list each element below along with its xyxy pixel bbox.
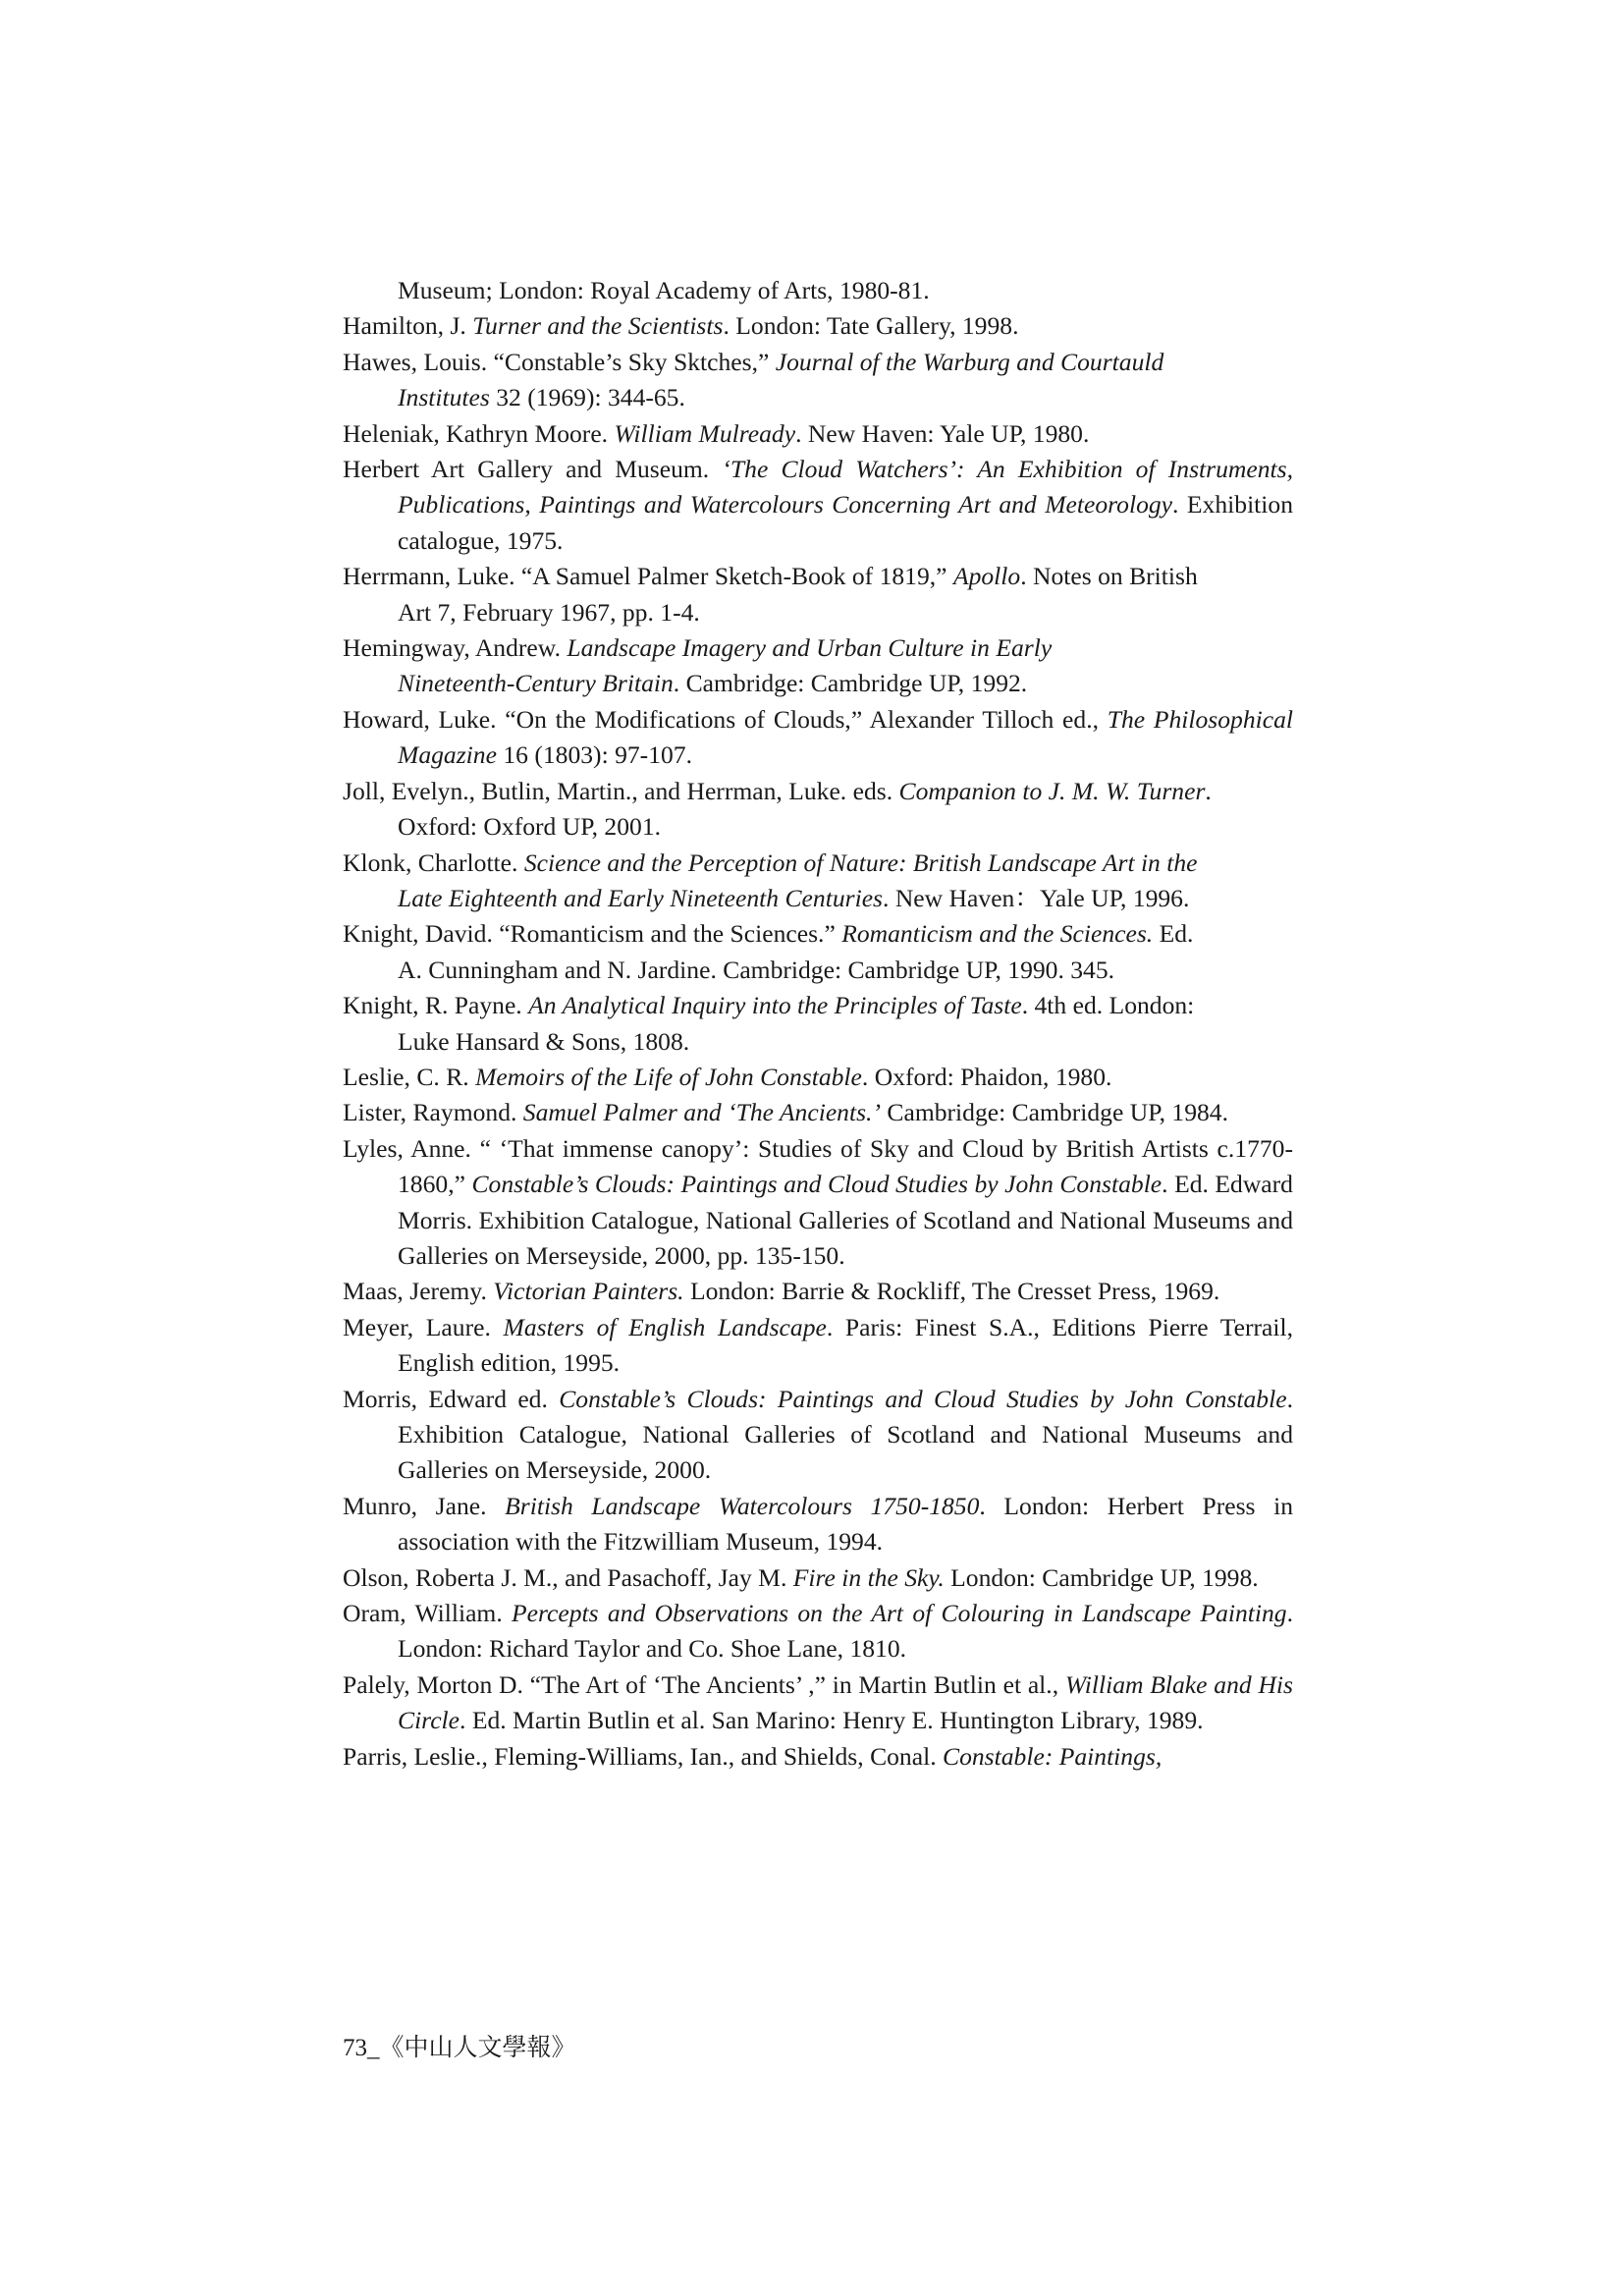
- title-text: Memoirs of the Life of John Constable: [475, 1062, 862, 1091]
- title-text: Percepts and Observations on the Art of Colouring in Landscape Painting: [512, 1599, 1287, 1628]
- citation-text: A. Cunningham and N. Jardine. Cambridge: Cambridge UP, 1990. 345.: [398, 955, 1115, 984]
- citation-text: Joll, Evelyn., Butlin, Martin., and Herrman, Luke. eds.: [343, 776, 899, 805]
- citation-text: . Oxford: Phaidon, 1980.: [861, 1062, 1112, 1091]
- citation-text: . New Haven：Yale UP, 1996.: [883, 883, 1190, 912]
- citation-text: Art 7, February 1967, pp. 1-4.: [398, 597, 700, 627]
- citation-text: . London: Tate Gallery, 1998.: [723, 311, 1019, 341]
- citation-text: . Ed. Martin Butlin et al. San Marino: Henry E. Huntington Library, 1989.: [460, 1706, 1204, 1735]
- entry-line: [398, 1024, 1293, 1060]
- entry-line: [398, 809, 1293, 845]
- citation-text: Hemingway, Andrew.: [343, 633, 568, 663]
- citation-text: Oxford: Oxford UP, 2001.: [398, 812, 662, 842]
- entry-line: [343, 988, 1293, 1023]
- title-text: Landscape Imagery and Urban Culture in Early: [567, 633, 1053, 663]
- title-text: Turner and the Scientists: [472, 311, 724, 341]
- title-text: Institutes: [398, 383, 490, 412]
- citation-text: . Notes on British: [1020, 562, 1198, 591]
- entry-line: [398, 595, 1293, 630]
- citation-text: . Cambridge: Cambridge UP, 1992.: [673, 669, 1028, 698]
- citation-text: Olson, Roberta J. M., and Pasachoff, Jay M.: [343, 1562, 793, 1592]
- title-text: Companion to J. M. W. Turner: [898, 776, 1206, 805]
- citation-text: . Exhibition Catalogue, National Galleries of Scotland and National Museums and Galleries on Merseyside, 2000.: [398, 1384, 1293, 1485]
- citation-text: Ed.: [1153, 919, 1194, 949]
- bibliography-entry: [343, 846, 1293, 917]
- citation-text: 16 (1803): 97-107.: [496, 740, 692, 770]
- citation-text: Leslie, C. R.: [343, 1062, 476, 1091]
- bibliography-entry: [343, 559, 1293, 630]
- title-text: Constable: Paintings,: [943, 1741, 1162, 1771]
- citation-text: Lister, Raymond.: [343, 1098, 523, 1127]
- bibliography-entry: [343, 1739, 1293, 1775]
- citation-text: 32 (1969): 344-65.: [489, 383, 685, 412]
- citation-text: Hamilton, J.: [343, 311, 473, 341]
- citation-text: Cambridge: Cambridge UP, 1984.: [880, 1098, 1228, 1127]
- bibliography-entry: [343, 774, 1293, 846]
- entry-line: [398, 666, 1293, 701]
- citation-text: . London: Herbert Press in association with the Fitzwilliam Museum, 1994.: [398, 1491, 1293, 1557]
- page-number: 73_: [343, 2035, 380, 2061]
- bibliography-entry: [343, 630, 1293, 702]
- bibliography-entry: [343, 345, 1293, 416]
- journal-title: 《中山人文學報》: [379, 2035, 576, 2061]
- bibliography-entry: [343, 452, 1293, 559]
- title-text: William Mulready: [614, 418, 796, 448]
- bibliography-entry: [343, 1274, 1293, 1309]
- title-text: Romanticism and the Sciences.: [841, 919, 1154, 949]
- citation-text: Museum; London: Royal Academy of Arts, 1980-81.: [398, 276, 930, 304]
- citation-text: . London: Richard Taylor and Co. Shoe Lane, 1810.: [398, 1599, 1293, 1664]
- bibliography-entry: [343, 916, 1293, 988]
- bibliography-entry: [343, 1560, 1293, 1596]
- citation-text: . New Haven: Yale UP, 1980.: [795, 418, 1090, 448]
- entry-line: [398, 380, 1293, 415]
- title-text: British Landscape Watercolours 1750-1850: [505, 1491, 980, 1520]
- citation-text: Morris, Edward ed.: [343, 1384, 560, 1413]
- title-text: Victorian Painters.: [493, 1277, 684, 1306]
- citation-text: Knight, David. “Romanticism and the Sciences.”: [343, 919, 842, 949]
- bibliography-entry: [343, 1382, 1293, 1489]
- citation-text: . 4th ed. London:: [1021, 991, 1195, 1020]
- bibliography-entry: [343, 416, 1293, 452]
- title-text: ‘The Cloud Watchers’: An Exhibition of Instruments, Publications, Paintings and Watercolours Concerning Art and Meteorology: [398, 455, 1294, 519]
- bibliography-entry: [343, 308, 1293, 344]
- entry-line: [343, 846, 1293, 881]
- title-text: Constable’s Clouds: Paintings and Cloud Studies by John Constable: [471, 1170, 1162, 1199]
- title-text: Nineteenth-Century Britain: [398, 669, 674, 698]
- citation-text: Munro, Jane.: [343, 1491, 506, 1520]
- citation-text: Herbert Art Gallery and Museum.: [343, 455, 723, 484]
- citation-text: Knight, R. Payne.: [343, 991, 529, 1020]
- bibliography-entry: [343, 988, 1293, 1060]
- citation-text: Klonk, Charlotte.: [343, 847, 524, 877]
- citation-text: London: Barrie & Rockliff, The Cresset Press, 1969.: [683, 1277, 1220, 1306]
- entry-line: [343, 630, 1293, 666]
- title-text: William Blake and His Circle: [398, 1669, 1293, 1735]
- title-text: The Philosophical Magazine: [398, 704, 1293, 770]
- entry-line: [343, 916, 1293, 952]
- title-text: Late Eighteenth and Early Nineteenth Centuries: [398, 883, 884, 912]
- citation-text: London: Cambridge UP, 1998.: [944, 1562, 1259, 1592]
- title-text: Fire in the Sky.: [792, 1562, 945, 1592]
- bibliography-entry: [343, 273, 1293, 308]
- citation-text: Parris, Leslie., Fleming-Williams, Ian., and Shields, Conal.: [343, 1741, 944, 1771]
- page-footer: [343, 2031, 576, 2066]
- bibliography-entry: [343, 1667, 1293, 1739]
- citation-text: Heleniak, Kathryn Moore.: [343, 418, 615, 448]
- bibliography-entry: [343, 1489, 1293, 1560]
- citation-text: . Ed. Edward Morris. Exhibition Catalogue, National Galleries of Scotland and National Museums and Galleries on Merseyside, 2000, pp. 135-150.: [398, 1170, 1293, 1270]
- citation-text: Herrmann, Luke. “A Samuel Palmer Sketch-Book of 1819,”: [343, 562, 953, 591]
- citation-text: Howard, Luke. “On the Modifications of Clouds,” Alexander Tilloch ed.,: [343, 704, 1108, 734]
- citation-text: . Paris: Finest S.A., Editions Pierre Terrail, English edition, 1995.: [398, 1312, 1293, 1378]
- entry-line: [398, 881, 1293, 916]
- citation-text: Lyles, Anne. “ ‘That immense canopy’: Studies of Sky and Cloud by British Artists c.1770-1860,”: [343, 1133, 1293, 1199]
- title-text: Apollo: [952, 562, 1021, 591]
- title-text: Masters of English Landscape: [503, 1312, 827, 1341]
- title-text: Journal of the Warburg and Courtauld: [775, 347, 1164, 376]
- title-text: Samuel Palmer and ‘The Ancients.’: [522, 1098, 881, 1127]
- citation-text: Luke Hansard & Sons, 1808.: [398, 1026, 690, 1056]
- bibliography-entry: [343, 1095, 1293, 1130]
- title-text: Science and the Perception of Nature: British Landscape Art in the: [523, 847, 1198, 877]
- title-text: An Analytical Inquiry into the Principles of Taste: [528, 991, 1022, 1020]
- bibliography-entry: [343, 1596, 1293, 1667]
- title-text: Constable’s Clouds: Paintings and Cloud Studies by John Constable: [559, 1384, 1287, 1413]
- entry-line: [343, 774, 1293, 809]
- citation-text: Hawes, Louis. “Constable’s Sky Sktches,”: [343, 347, 776, 376]
- citation-text: Maas, Jeremy.: [343, 1277, 494, 1306]
- bibliography-entry: [343, 1310, 1293, 1382]
- citation-text: .: [1205, 776, 1212, 805]
- bibliography-entry: [343, 1060, 1293, 1095]
- bibliography-list: [343, 273, 1293, 1775]
- entry-line: [343, 345, 1293, 380]
- bibliography-entry: [343, 702, 1293, 774]
- entry-line: [398, 953, 1293, 988]
- citation-text: Palely, Morton D. “The Art of ‘The Ancients’ ,” in Martin Butlin et al.,: [343, 1669, 1065, 1699]
- entry-line: [343, 559, 1293, 594]
- bibliography-entry: [343, 1131, 1293, 1275]
- citation-text: . Exhibition catalogue, 1975.: [398, 490, 1293, 555]
- citation-text: Meyer, Laure.: [343, 1312, 504, 1341]
- citation-text: Oram, William.: [343, 1599, 513, 1628]
